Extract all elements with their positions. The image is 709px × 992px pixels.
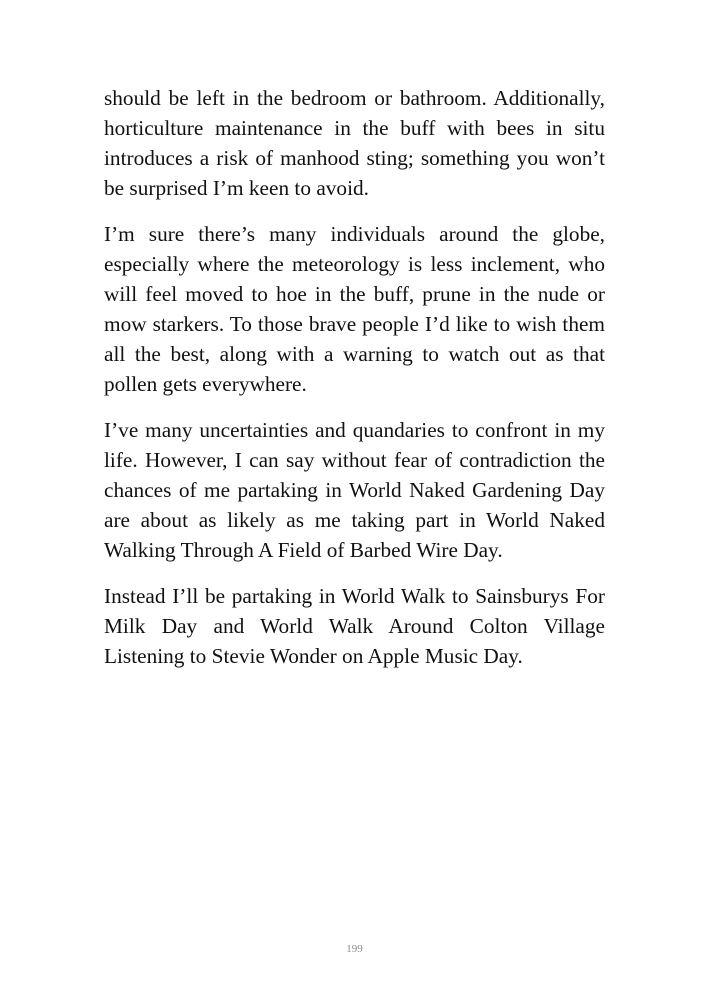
paragraph-1: should be left in the bedroom or bathroom. Additionally, horticulture maintenance in the buff with bees in situ introduces a risk of manhood sting; something you won’t be surprised I’m keen to avoid.: [104, 86, 605, 200]
paragraph-3: I’ve many uncertainties and quandaries to confront in my life. However, I can say without fear of contradiction the chances of me partaking in World Naked Gardening Day are about as likely as me taking part in World Naked Walking Through A Field of Barbed Wire Day.: [104, 418, 605, 562]
body-text: [104, 83, 605, 687]
page-number: 199: [346, 943, 363, 955]
paragraph-4: Instead I’ll be partaking in World Walk to Sainsburys For Milk Day and World Walk Around Colton Village Listening to Stevie Wonder on Apple Music Day.: [104, 584, 605, 668]
paragraph-2: I’m sure there’s many individuals around the globe, especially where the meteorology is less inclement, who will feel moved to hoe in the buff, prune in the nude or mow starkers. To those brave people I’d like to wish them all the best, along with a warning to watch out as that pollen gets everywhere.: [104, 222, 605, 396]
